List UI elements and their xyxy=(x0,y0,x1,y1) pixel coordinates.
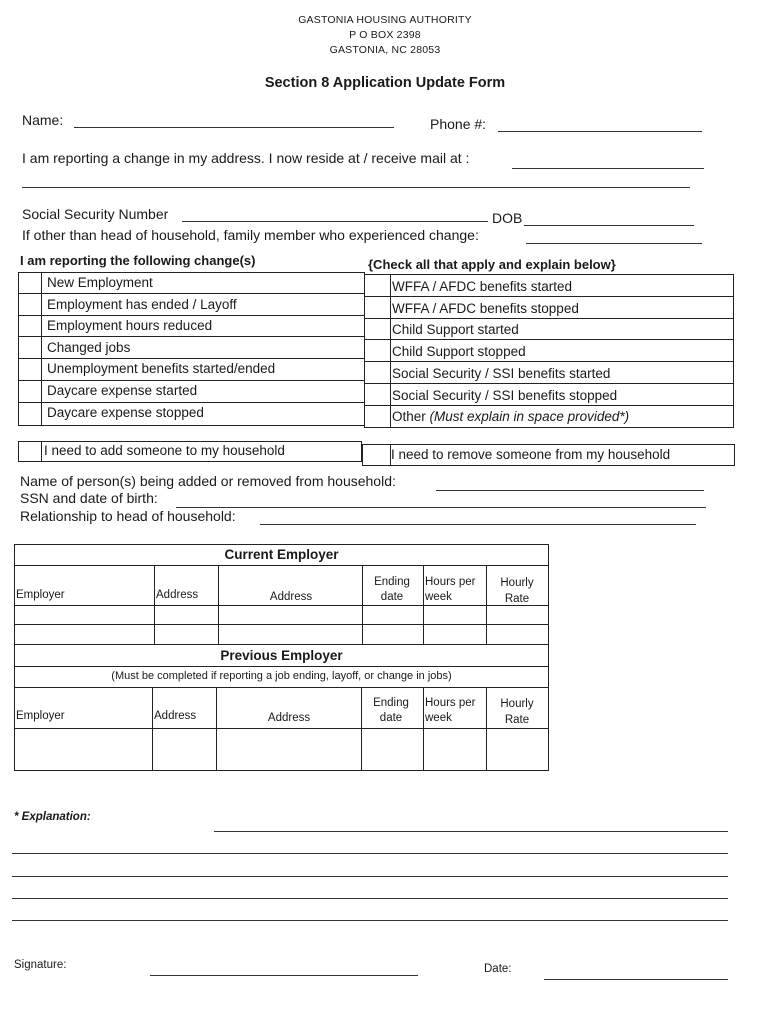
remove-household-label: I need to remove someone from my household xyxy=(391,447,671,462)
relationship-label: Relationship to head of household: xyxy=(20,508,236,524)
previous-employer-title: Previous Employer xyxy=(220,648,343,663)
current-employer-input-rows[interactable] xyxy=(14,604,549,644)
previous-employer-note: (Must be completed if reporting a job ending, layoff, or change in jobs) xyxy=(111,670,452,682)
col-rate: Hourly xyxy=(500,698,534,710)
col-ending: Ending xyxy=(374,576,410,588)
change-item: WFFA / AFDC benefits stopped xyxy=(392,301,579,316)
change-item: Unemployment benefits started/ended xyxy=(47,361,276,376)
checkbox-new-employment[interactable] xyxy=(18,272,42,293)
check-all-note: {Check all that apply and explain below} xyxy=(368,257,616,272)
checkbox-remove-household[interactable] xyxy=(362,444,390,466)
change-item: WFFA / AFDC benefits started xyxy=(392,279,573,294)
change-item: Child Support started xyxy=(392,322,519,337)
add-household-label: I need to add someone to my household xyxy=(44,443,285,458)
checkbox-unemployment[interactable] xyxy=(18,358,42,379)
change-item: Social Security / SSI benefits stopped xyxy=(392,388,618,403)
person-name-field[interactable] xyxy=(436,490,704,491)
col-ending: Ending xyxy=(373,697,409,709)
other-label: Other xyxy=(392,409,430,424)
col-ending-date: date xyxy=(380,591,404,603)
date-field[interactable] xyxy=(544,979,728,980)
address-field-2[interactable] xyxy=(22,187,690,188)
checkbox-wffa-stopped[interactable] xyxy=(364,296,390,318)
explanation-label: * Explanation: xyxy=(14,811,91,823)
other-member-label: If other than head of household, family member who experienced change: xyxy=(22,227,479,243)
change-item: Social Security / SSI benefits started xyxy=(392,366,611,381)
change-item: Changed jobs xyxy=(47,340,131,355)
current-employer-title: Current Employer xyxy=(224,547,339,562)
change-item: Employment hours reduced xyxy=(47,318,213,333)
ssn-label: Social Security Number xyxy=(22,206,169,222)
ssn-field[interactable] xyxy=(182,221,488,222)
explanation-line-3[interactable] xyxy=(12,876,728,877)
col-rate: Hourly xyxy=(500,577,534,589)
dob-field[interactable] xyxy=(524,225,694,226)
relationship-field[interactable] xyxy=(260,524,696,525)
checkbox-hours-reduced[interactable] xyxy=(18,315,42,336)
org-name: GASTONIA HOUSING AUTHORITY xyxy=(298,14,472,26)
col-ending-date: date xyxy=(379,712,403,724)
checkbox-child-support-stopped[interactable] xyxy=(364,339,390,361)
po-box: P O BOX 2398 xyxy=(349,29,421,41)
col-hours: Hours per xyxy=(425,576,476,588)
person-name-label: Name of person(s) being added or removed from household: xyxy=(20,473,396,489)
phone-label: Phone #: xyxy=(430,116,487,132)
signature-label: Signature: xyxy=(14,959,67,971)
city-address: GASTONIA, NC 28053 xyxy=(329,44,441,56)
other-member-field[interactable] xyxy=(526,243,702,244)
form-title: Section 8 Application Update Form xyxy=(264,75,506,91)
checkbox-wffa-started[interactable] xyxy=(364,274,390,296)
col-rate-label: Rate xyxy=(504,593,530,605)
checkbox-add-household[interactable] xyxy=(18,441,42,462)
col-rate-label: Rate xyxy=(504,714,530,726)
other-note: (Must explain in space provided*) xyxy=(429,409,630,424)
checkbox-child-support-started[interactable] xyxy=(364,318,390,340)
explanation-line-1[interactable] xyxy=(214,831,728,832)
checkbox-ss-stopped[interactable] xyxy=(364,383,390,405)
dob-label: DOB xyxy=(492,210,523,226)
checkbox-ss-started[interactable] xyxy=(364,361,390,383)
change-item: Daycare expense stopped xyxy=(47,405,204,420)
address-field-1[interactable] xyxy=(512,168,704,169)
change-item-other xyxy=(392,409,629,424)
ssn-dob-field[interactable] xyxy=(176,507,706,508)
checkbox-daycare-stopped[interactable] xyxy=(18,402,42,424)
change-item: Daycare expense started xyxy=(47,383,198,398)
previous-employer-input-row[interactable] xyxy=(14,728,549,770)
address-label: I am reporting a change in my address. I now reside at / receive mail at : xyxy=(22,150,470,166)
col-address: Address xyxy=(154,710,197,722)
col-hours-week: week xyxy=(425,591,452,603)
date-label: Date: xyxy=(484,963,512,975)
checkbox-employment-ended[interactable] xyxy=(18,293,42,314)
col-address: Address xyxy=(269,591,313,603)
ssn-dob-label: SSN and date of birth: xyxy=(20,490,158,506)
checkbox-daycare-started[interactable] xyxy=(18,380,42,401)
signature-field[interactable] xyxy=(150,975,418,976)
checkbox-changed-jobs[interactable] xyxy=(18,336,42,357)
phone-field[interactable] xyxy=(498,131,702,132)
name-field[interactable] xyxy=(74,127,394,128)
explanation-line-2[interactable] xyxy=(12,853,728,854)
changes-heading: I am reporting the following change(s) xyxy=(20,253,256,268)
change-item: New Employment xyxy=(47,275,153,290)
col-hours-week: week xyxy=(425,712,452,724)
col-employer: Employer xyxy=(16,589,65,601)
col-address: Address xyxy=(267,712,311,724)
name-label: Name: xyxy=(22,112,64,128)
change-item: Employment has ended / Layoff xyxy=(47,297,237,312)
col-hours: Hours per xyxy=(425,697,476,709)
change-item: Child Support stopped xyxy=(392,344,526,359)
col-employer: Employer xyxy=(16,710,65,722)
explanation-line-4[interactable] xyxy=(12,898,728,899)
checkbox-other[interactable] xyxy=(364,405,390,428)
explanation-line-5[interactable] xyxy=(12,920,728,921)
col-address: Address xyxy=(156,589,199,601)
